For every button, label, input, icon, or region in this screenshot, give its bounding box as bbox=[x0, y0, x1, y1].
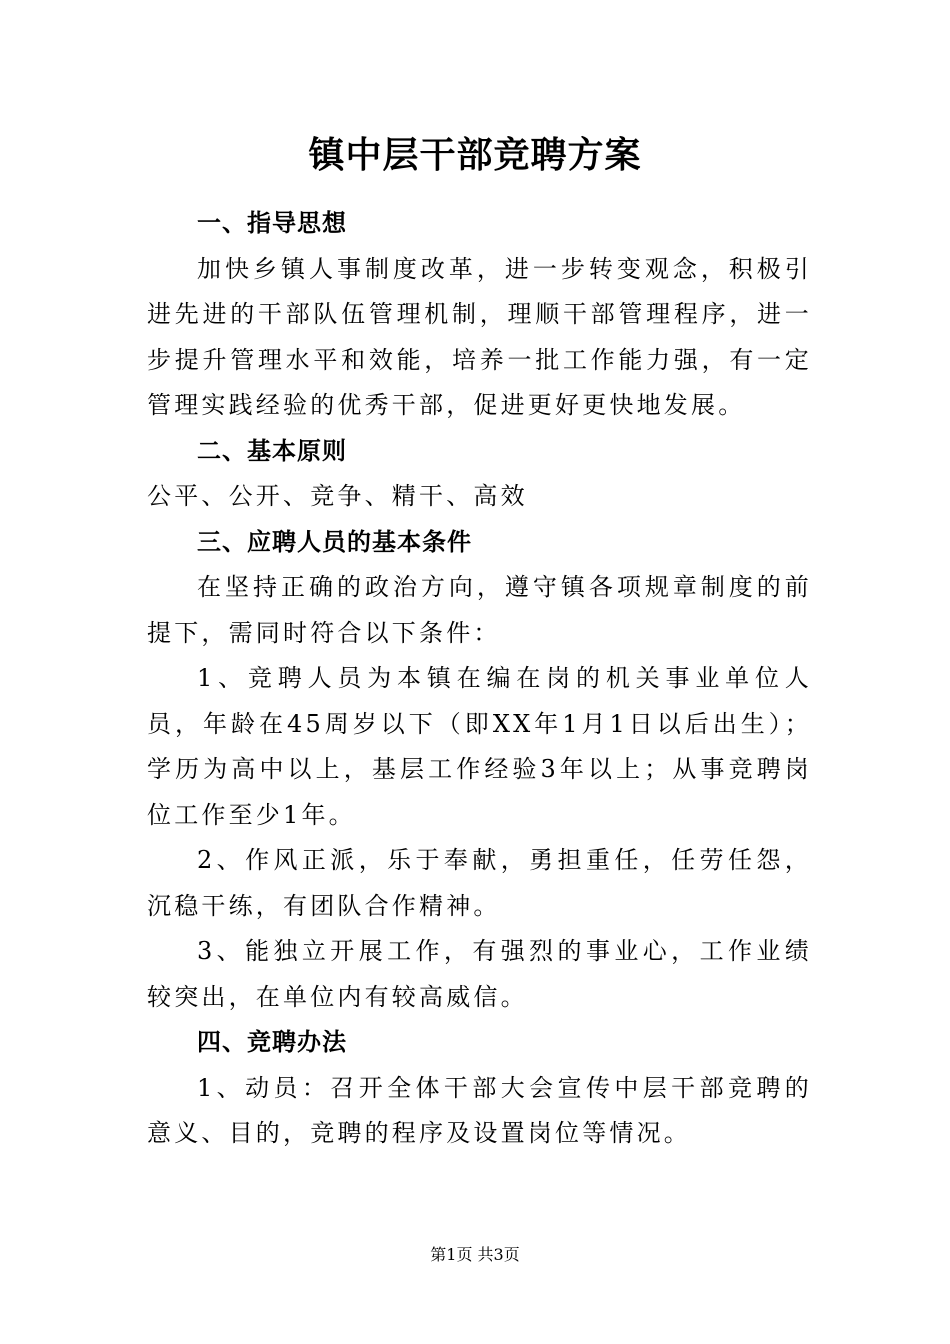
paragraph-conditions-intro: 在坚持正确的政治方向，遵守镇各项规章制度的前提下，需同时符合以下条件： bbox=[147, 573, 812, 647]
document-body bbox=[147, 201, 812, 1157]
paragraph-method-1: 1、动员：召开全体干部大会宣传中层干部竞聘的意义、目的，竞聘的程序及设置岗位等情况。 bbox=[147, 1073, 812, 1147]
section-heading-basic-principles: 二、基本原则 bbox=[197, 436, 347, 465]
paragraph-condition-3: 3、能独立开展工作，有强烈的事业心，工作业绩较突出，在单位内有较高威信。 bbox=[147, 937, 812, 1011]
section-heading-guiding-ideology: 一、指导思想 bbox=[197, 209, 347, 237]
section-heading-applicant-conditions: 三、应聘人员的基本条件 bbox=[197, 527, 472, 556]
paragraph-condition-2: 2、作风正派，乐于奉献，勇担重任，任劳任怨，沉稳干练，有团队合作精神。 bbox=[147, 846, 812, 920]
section-heading-competition-method: 四、竞聘办法 bbox=[197, 1028, 347, 1056]
paragraph-guiding-ideology: 加快乡镇人事制度改革，进一步转变观念，积极引进先进的干部队伍管理机制，理顺干部管理程序，进一步提升管理水平和效能，培养一批工作能力强，有一定管理实践经验的优秀干部，促进更好更快地发展。 bbox=[147, 254, 812, 419]
paragraph-basic-principles: 公平、公开、竞争、精干、高效 bbox=[147, 482, 528, 510]
document-title: 镇中层干部竞聘方案 bbox=[308, 134, 642, 176]
page-footer: 第1页 共3页 bbox=[430, 1245, 520, 1264]
paragraph-condition-1: 1、竞聘人员为本镇在编在岗的机关事业单位人员，年龄在45周岁以下（即XX年1月1日以后出生）；学历为高中以上，基层工作经验3年以上；从事竞聘岗位工作至少1年。 bbox=[147, 664, 812, 829]
